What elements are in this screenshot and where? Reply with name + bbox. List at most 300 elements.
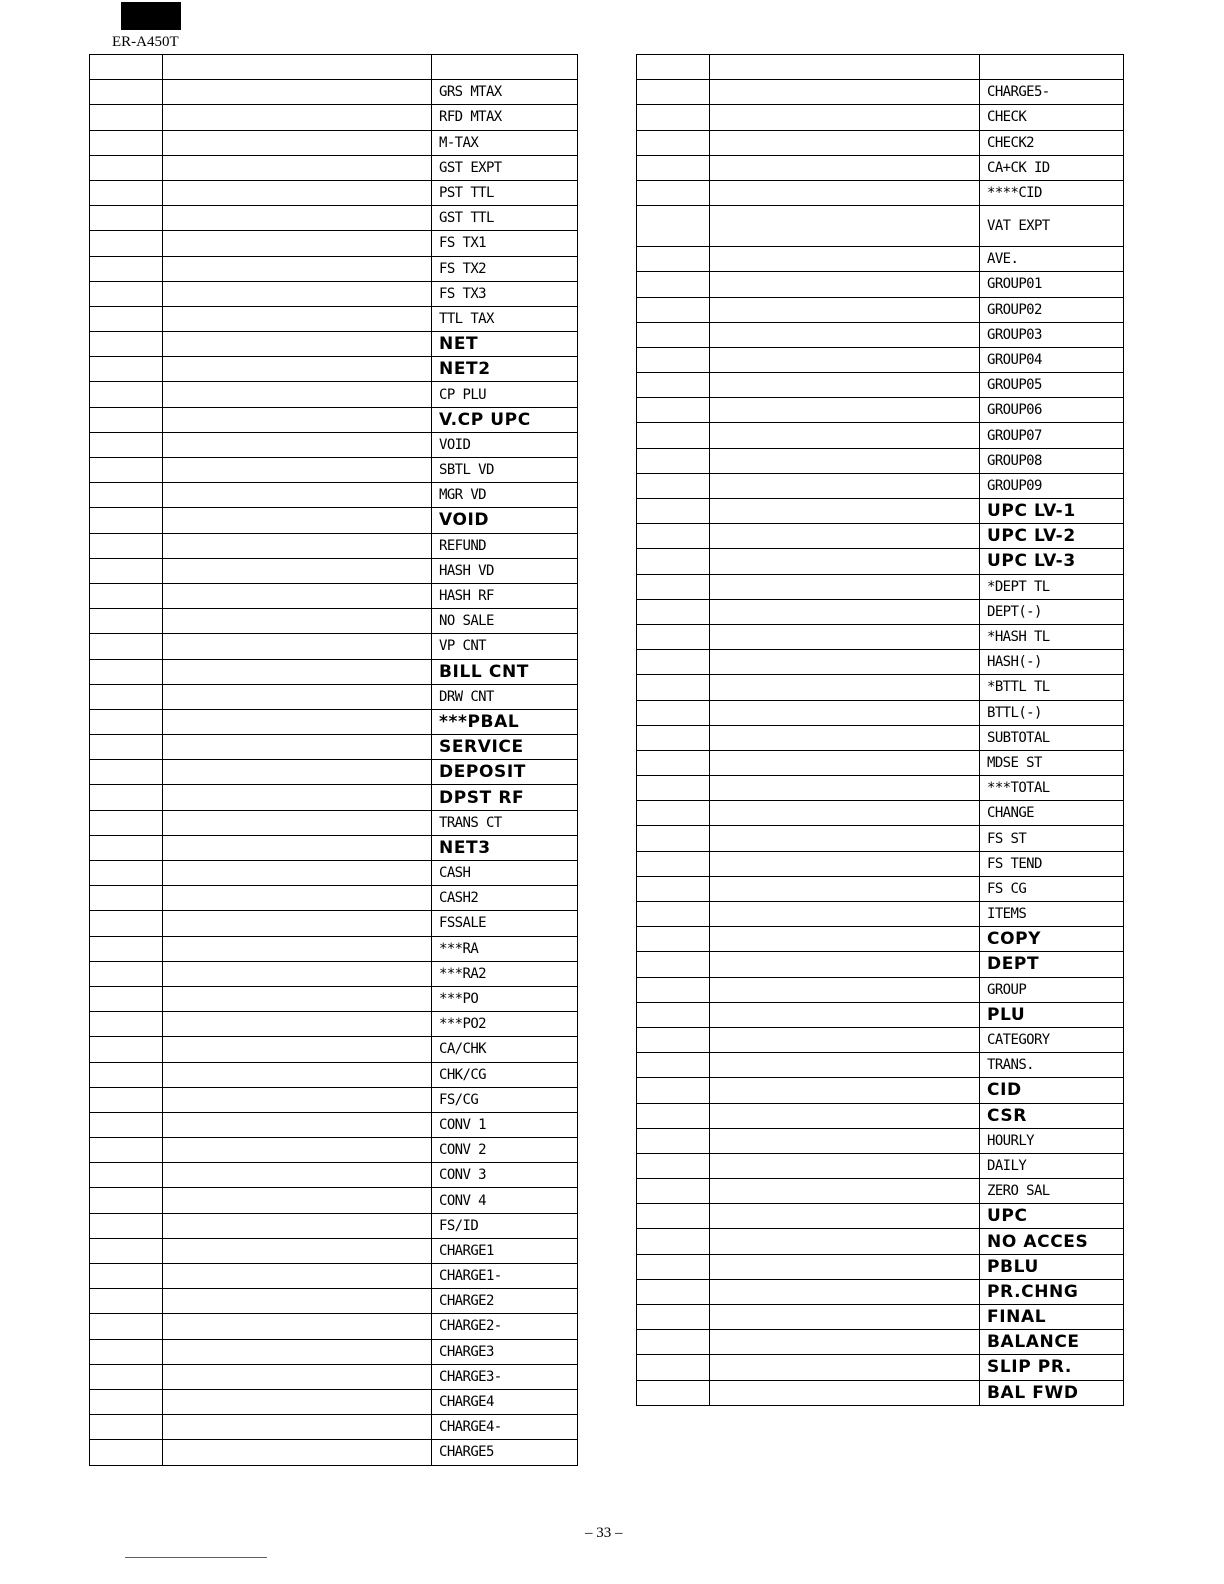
print-text-cell: FS/ID [432, 1213, 578, 1238]
empty-cell [637, 423, 710, 448]
print-text-cell: HASH RF [432, 583, 578, 608]
empty-cell [90, 1364, 163, 1389]
empty-cell [637, 130, 710, 155]
table-row [90, 1163, 578, 1188]
empty-cell [710, 1229, 980, 1254]
empty-cell [163, 1389, 432, 1414]
empty-cell [710, 55, 980, 80]
table-row [637, 130, 1124, 155]
empty-cell [710, 927, 980, 952]
logo-block [121, 2, 181, 30]
table-row [90, 810, 578, 835]
print-text-cell: CHARGE2- [432, 1314, 578, 1339]
table-row [637, 105, 1124, 130]
empty-cell [637, 1128, 710, 1153]
empty-cell [163, 709, 432, 734]
empty-cell [710, 1078, 980, 1103]
print-text-cell: CHARGE3 [432, 1339, 578, 1364]
empty-cell [90, 508, 163, 533]
table-row [637, 55, 1124, 80]
empty-cell [163, 936, 432, 961]
print-text-cell: ITEMS [980, 902, 1124, 927]
empty-cell [710, 1103, 980, 1128]
empty-cell [710, 549, 980, 574]
empty-cell [163, 130, 432, 155]
table-row [90, 986, 578, 1011]
empty-cell [163, 180, 432, 205]
empty-cell [637, 499, 710, 524]
empty-cell [163, 1188, 432, 1213]
empty-cell [90, 861, 163, 886]
empty-cell [710, 1153, 980, 1178]
empty-cell [163, 332, 432, 357]
empty-cell [637, 524, 710, 549]
empty-cell [710, 206, 980, 247]
empty-cell [637, 55, 710, 80]
table-row [90, 1037, 578, 1062]
table-row [90, 1213, 578, 1238]
print-text-cell: CHARGE3- [432, 1364, 578, 1389]
empty-cell [637, 826, 710, 851]
print-text-cell: CHARGE5- [980, 80, 1124, 105]
empty-cell [90, 1389, 163, 1414]
table-row [90, 835, 578, 860]
table-row [90, 583, 578, 608]
table-row [637, 1330, 1124, 1355]
empty-cell [637, 1153, 710, 1178]
empty-cell [710, 1204, 980, 1229]
empty-cell [90, 1314, 163, 1339]
empty-cell [163, 508, 432, 533]
empty-cell [710, 1179, 980, 1204]
empty-cell [637, 206, 710, 247]
print-text-cell: CHECK [980, 105, 1124, 130]
empty-cell [163, 1037, 432, 1062]
print-text-cell: NET [432, 332, 578, 357]
empty-cell [637, 902, 710, 927]
table-row [637, 952, 1124, 977]
empty-cell [637, 1305, 710, 1330]
print-text-cell: VOID [432, 432, 578, 457]
print-text-cell [432, 55, 578, 80]
table-row [637, 1078, 1124, 1103]
empty-cell [90, 1339, 163, 1364]
print-text-cell: ***RA [432, 936, 578, 961]
print-text-cell: FS/CG [432, 1087, 578, 1112]
print-text-cell: HASH VD [432, 558, 578, 583]
table-row [637, 1355, 1124, 1380]
empty-cell [710, 247, 980, 272]
empty-cell [637, 776, 710, 801]
empty-cell [637, 876, 710, 901]
table-row [90, 709, 578, 734]
print-text-cell: CHECK2 [980, 130, 1124, 155]
print-text-cell: ***PBAL [432, 709, 578, 734]
empty-cell [710, 524, 980, 549]
empty-cell [637, 373, 710, 398]
print-text-cell: GROUP05 [980, 373, 1124, 398]
print-text-cell: HOURLY [980, 1128, 1124, 1153]
table-row [90, 256, 578, 281]
empty-cell [637, 952, 710, 977]
empty-cell [710, 373, 980, 398]
empty-cell [637, 1027, 710, 1052]
print-text-cell: M-TAX [432, 130, 578, 155]
table-row [637, 876, 1124, 901]
table-row [637, 700, 1124, 725]
empty-cell [90, 1238, 163, 1263]
table-row [90, 407, 578, 432]
print-text-cell: GROUP08 [980, 448, 1124, 473]
print-text-cell: CASH2 [432, 886, 578, 911]
table-row [90, 206, 578, 231]
empty-cell [710, 1254, 980, 1279]
print-text-cell: CSR [980, 1103, 1124, 1128]
print-text-cell: GROUP [980, 977, 1124, 1002]
empty-cell [90, 80, 163, 105]
empty-cell [637, 851, 710, 876]
print-text-cell: FS TEND [980, 851, 1124, 876]
empty-cell [90, 483, 163, 508]
empty-cell [90, 105, 163, 130]
empty-cell [710, 902, 980, 927]
empty-cell [637, 347, 710, 372]
empty-cell [90, 1037, 163, 1062]
table-row [637, 675, 1124, 700]
table-row [637, 524, 1124, 549]
empty-cell [163, 1163, 432, 1188]
empty-cell [637, 1229, 710, 1254]
table-row [637, 549, 1124, 574]
empty-cell [90, 1112, 163, 1137]
empty-cell [90, 911, 163, 936]
empty-cell [163, 1138, 432, 1163]
empty-cell [637, 675, 710, 700]
empty-cell [710, 1330, 980, 1355]
empty-cell [710, 1380, 980, 1405]
empty-cell [90, 886, 163, 911]
empty-cell [710, 347, 980, 372]
table-row [637, 1229, 1124, 1254]
table-row [90, 1112, 578, 1137]
table-row [90, 609, 578, 634]
empty-cell [637, 1355, 710, 1380]
table-row [637, 297, 1124, 322]
print-text-cell: RFD MTAX [432, 105, 578, 130]
empty-cell [90, 583, 163, 608]
print-text-cell: GROUP04 [980, 347, 1124, 372]
table-row [637, 1305, 1124, 1330]
empty-cell [710, 398, 980, 423]
print-text-cell: VAT EXPT [980, 206, 1124, 247]
empty-cell [637, 1254, 710, 1279]
empty-cell [637, 80, 710, 105]
table-row [90, 684, 578, 709]
print-text-cell: MDSE ST [980, 750, 1124, 775]
table-row [90, 659, 578, 684]
empty-cell [710, 776, 980, 801]
empty-cell [163, 281, 432, 306]
empty-cell [637, 574, 710, 599]
empty-cell [163, 634, 432, 659]
table-row [90, 533, 578, 558]
left-print-table [89, 54, 578, 1466]
right-print-table [636, 54, 1124, 1406]
empty-cell [90, 1264, 163, 1289]
empty-cell [710, 155, 980, 180]
print-text-cell: VP CNT [432, 634, 578, 659]
empty-cell [163, 961, 432, 986]
empty-cell [710, 499, 980, 524]
print-text-cell: TRANS. [980, 1053, 1124, 1078]
empty-cell [710, 1027, 980, 1052]
empty-cell [637, 1279, 710, 1304]
empty-cell [710, 725, 980, 750]
empty-cell [710, 599, 980, 624]
print-text-cell: CID [980, 1078, 1124, 1103]
empty-cell [710, 1128, 980, 1153]
empty-cell [163, 760, 432, 785]
table-row [90, 1188, 578, 1213]
empty-cell [163, 835, 432, 860]
table-row [90, 432, 578, 457]
print-text-cell: CP PLU [432, 382, 578, 407]
table-row [637, 247, 1124, 272]
empty-cell [710, 624, 980, 649]
table-row [637, 423, 1124, 448]
empty-cell [90, 1440, 163, 1465]
empty-cell [637, 1078, 710, 1103]
table-row [90, 1440, 578, 1465]
empty-cell [90, 55, 163, 80]
empty-cell [163, 1112, 432, 1137]
table-row [637, 1204, 1124, 1229]
empty-cell [710, 448, 980, 473]
empty-cell [163, 432, 432, 457]
empty-cell [163, 1012, 432, 1037]
empty-cell [637, 1053, 710, 1078]
print-text-cell: DPST RF [432, 785, 578, 810]
table-row [90, 1314, 578, 1339]
table-row [637, 851, 1124, 876]
table-row [637, 599, 1124, 624]
empty-cell [710, 322, 980, 347]
print-text-cell: TRANS CT [432, 810, 578, 835]
print-text-cell: ***TOTAL [980, 776, 1124, 801]
empty-cell [163, 735, 432, 760]
table-row [637, 1179, 1124, 1204]
empty-cell [90, 1138, 163, 1163]
table-row [637, 750, 1124, 775]
table-row [637, 272, 1124, 297]
table-row [90, 80, 578, 105]
table-row [90, 785, 578, 810]
table-row [90, 961, 578, 986]
empty-cell [163, 1213, 432, 1238]
print-text-cell: FS TX1 [432, 231, 578, 256]
table-row [90, 1289, 578, 1314]
print-text-cell: PR.CHNG [980, 1279, 1124, 1304]
empty-cell [90, 684, 163, 709]
table-row [90, 1138, 578, 1163]
print-text-cell: FS CG [980, 876, 1124, 901]
empty-cell [90, 407, 163, 432]
table-row [637, 977, 1124, 1002]
empty-cell [163, 105, 432, 130]
print-text-cell: FS TX3 [432, 281, 578, 306]
empty-cell [163, 407, 432, 432]
empty-cell [90, 1415, 163, 1440]
empty-cell [163, 458, 432, 483]
print-text-cell: ****CID [980, 180, 1124, 205]
print-text-cell: GROUP09 [980, 473, 1124, 498]
empty-cell [163, 911, 432, 936]
empty-cell [163, 1062, 432, 1087]
empty-cell [163, 306, 432, 331]
empty-cell [90, 1087, 163, 1112]
table-row [90, 306, 578, 331]
table-row [637, 206, 1124, 247]
empty-cell [710, 1305, 980, 1330]
print-text-cell: DAILY [980, 1153, 1124, 1178]
empty-cell [90, 1062, 163, 1087]
empty-cell [90, 231, 163, 256]
print-text-cell: FSSALE [432, 911, 578, 936]
table-row [637, 1027, 1124, 1052]
empty-cell [710, 272, 980, 297]
empty-cell [637, 297, 710, 322]
print-text-cell: CA/CHK [432, 1037, 578, 1062]
empty-cell [710, 750, 980, 775]
print-text-cell: DRW CNT [432, 684, 578, 709]
empty-cell [710, 1279, 980, 1304]
table-row [90, 1364, 578, 1389]
empty-cell [637, 801, 710, 826]
table-row [90, 180, 578, 205]
print-text-cell: MGR VD [432, 483, 578, 508]
print-text-cell: CONV 2 [432, 1138, 578, 1163]
empty-cell [710, 952, 980, 977]
table-row [637, 1380, 1124, 1405]
empty-cell [637, 473, 710, 498]
table-row [637, 448, 1124, 473]
empty-cell [163, 206, 432, 231]
print-text-cell: CHANGE [980, 801, 1124, 826]
empty-cell [163, 1087, 432, 1112]
print-text-cell: SLIP PR. [980, 1355, 1124, 1380]
table-row [90, 483, 578, 508]
table-row [637, 801, 1124, 826]
print-text-cell: DEPOSIT [432, 760, 578, 785]
print-text-cell: GROUP02 [980, 297, 1124, 322]
empty-cell [637, 750, 710, 775]
print-text-cell: CHARGE2 [432, 1289, 578, 1314]
print-text-cell: FINAL [980, 1305, 1124, 1330]
print-text-cell: CONV 3 [432, 1163, 578, 1188]
table-row [637, 1053, 1124, 1078]
empty-cell [710, 105, 980, 130]
empty-cell [163, 785, 432, 810]
empty-cell [90, 659, 163, 684]
empty-cell [637, 650, 710, 675]
print-text-cell: SBTL VD [432, 458, 578, 483]
print-text-cell: NET3 [432, 835, 578, 860]
empty-cell [163, 1440, 432, 1465]
print-text-cell: NO SALE [432, 609, 578, 634]
empty-cell [710, 700, 980, 725]
table-row [637, 1279, 1124, 1304]
print-text-cell: BALANCE [980, 1330, 1124, 1355]
print-text-cell: CHARGE4 [432, 1389, 578, 1414]
empty-cell [90, 382, 163, 407]
print-text-cell: REFUND [432, 533, 578, 558]
print-text-cell: CATEGORY [980, 1027, 1124, 1052]
print-text-cell: PLU [980, 1002, 1124, 1027]
empty-cell [637, 725, 710, 750]
table-row [90, 558, 578, 583]
empty-cell [163, 80, 432, 105]
empty-cell [90, 986, 163, 1011]
print-text-cell: PST TTL [432, 180, 578, 205]
table-row [637, 1254, 1124, 1279]
empty-cell [163, 609, 432, 634]
empty-cell [637, 549, 710, 574]
empty-cell [163, 231, 432, 256]
table-row [90, 936, 578, 961]
table-row [637, 826, 1124, 851]
print-text-cell [980, 55, 1124, 80]
empty-cell [90, 810, 163, 835]
table-row [637, 725, 1124, 750]
empty-cell [637, 322, 710, 347]
table-row [90, 911, 578, 936]
empty-cell [710, 650, 980, 675]
empty-cell [637, 1204, 710, 1229]
print-text-cell: UPC [980, 1204, 1124, 1229]
print-text-cell: GROUP07 [980, 423, 1124, 448]
table-row [90, 231, 578, 256]
print-text-cell: GST TTL [432, 206, 578, 231]
empty-cell [637, 398, 710, 423]
print-text-cell: GROUP01 [980, 272, 1124, 297]
empty-cell [637, 105, 710, 130]
print-text-cell: FS TX2 [432, 256, 578, 281]
print-text-cell: HASH(-) [980, 650, 1124, 675]
print-text-cell: NET2 [432, 357, 578, 382]
model-number: ER-A450T [112, 34, 179, 50]
empty-cell [90, 306, 163, 331]
empty-cell [710, 1053, 980, 1078]
table-row [637, 1128, 1124, 1153]
table-row [637, 1103, 1124, 1128]
empty-cell [163, 382, 432, 407]
table-row [90, 458, 578, 483]
empty-cell [710, 851, 980, 876]
empty-cell [163, 1415, 432, 1440]
table-row [637, 398, 1124, 423]
print-text-cell: TTL TAX [432, 306, 578, 331]
empty-cell [637, 155, 710, 180]
print-text-cell: FS ST [980, 826, 1124, 851]
page-number: – 33 – [585, 1525, 623, 1541]
empty-cell [163, 155, 432, 180]
print-text-cell: CHARGE1 [432, 1238, 578, 1263]
table-row [90, 155, 578, 180]
print-text-cell: BAL FWD [980, 1380, 1124, 1405]
empty-cell [163, 1314, 432, 1339]
empty-cell [163, 684, 432, 709]
print-text-cell: SERVICE [432, 735, 578, 760]
